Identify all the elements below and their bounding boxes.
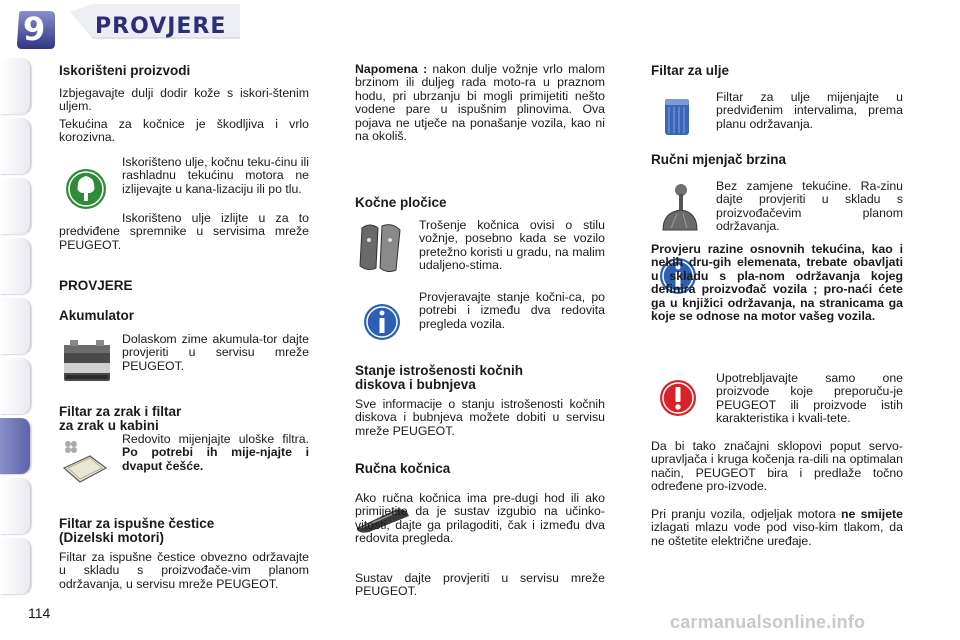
air-filter-text-bold: Po potrebi ih mije-njajte i dvaput češće. [122, 445, 309, 473]
side-tab-9[interactable] [0, 538, 31, 594]
air-filter-title-1: Filtar za zrak i filtar [59, 404, 182, 419]
used-products-p3: Iskorišteno ulje, kočnu teku-ćinu ili rashladnu tekućinu motora ne izlijevajte u kana-lizaciju ili po tlu. [122, 155, 309, 196]
brake-pads-icon [356, 220, 406, 276]
used-products-title: Iskorišteni proizvodi [59, 63, 191, 78]
oil-filter-icon [657, 93, 697, 139]
watermark: carmanualsonline.info [670, 612, 866, 632]
particle-filter-text: Filtar za ispušne čestice obvezno održavajte u skladu s proizvođače-vim planom održavanja, u servisu mreže PEUGEOT. [59, 550, 309, 591]
wash-text-bold: ne smijete [841, 507, 903, 521]
note-paragraph [355, 63, 605, 143]
gearbox-text: Bez zamjene tekućine. Ra-zinu dajte provjeriti u skladu s proizvođačevim planom održavanja. [716, 179, 903, 234]
battery-icon [58, 335, 114, 387]
checks-title: PROVJERE [59, 278, 133, 293]
side-tab-4[interactable] [0, 238, 31, 294]
air-filter-text-plain: Redovito mijenjajte uloške filtra. [122, 432, 309, 446]
air-filter-title-2: za zrak u kabini [59, 418, 159, 433]
note-text: nakon dulje vožnje vrlo malom brzinom ili duljeg rada moto-ra u praznom hodu, pri ubrzanju bi mogli primijetiti nešto vodene pare u ispušnim plinovima. Ova pojava ne utječe na ponašanje vozila, kao ni na okoliš. [355, 62, 605, 144]
brake-pads-p2: Provjeravajte stanje kočni-ca, po potrebi i između dva redovita pregleda vozila. [419, 290, 605, 331]
info-bold-text-content: Provjeru razine osnovnih tekućina, kao i nekih dru-gih elemenata, trebate obavljati u skladu s pla-nom održavanja kojeg definira proizvođač vozila ; pro-naći ćete ga u knjižici održavanja, na stranicama ga koje se odnose na motor vašeg vozila. [651, 242, 903, 324]
chapter-title: PROVJERE [95, 14, 227, 39]
warning-text: Upotrebljavajte samo one proizvode koje preporuču-je PEUGEOT ili proizvode istih karakteristika i kvali-tete. [716, 371, 903, 426]
disc-wear-title-1: Stanje istrošenosti kočnih [355, 363, 524, 378]
wash-text-2: izlagati mlazu vode pod viso-kim tlakom, da ne oštetite električne uređaje. [651, 520, 903, 548]
used-products-p4: Iskorišteno ulje izlijte u za to predviđene spremnike u servisima mreže PEUGEOT. [59, 211, 309, 252]
side-tab-5[interactable] [0, 298, 31, 354]
oil-filter-title: Filtar za ulje [651, 63, 730, 78]
side-tab-3[interactable] [0, 178, 31, 234]
brake-pads-p1: Trošenje kočnica ovisi o stilu vožnje, posebno kada se vozilo pretežno koristi u gradu, na malim udaljeno-stima. [419, 218, 605, 273]
wash-paragraph [651, 508, 903, 548]
handbrake-title: Ručna kočnica [355, 461, 451, 476]
page-number: 114 [28, 605, 51, 621]
used-products-p2: Tekućina za kočnice je škodljiva i vrlo korozivna. [59, 117, 309, 145]
side-tab-1[interactable] [0, 58, 31, 114]
side-tab-8[interactable] [0, 478, 31, 534]
air-filter-text [122, 433, 309, 473]
handbrake-p2: Sustav dajte provjeriti u servisu mreže PEUGEOT. [355, 571, 605, 599]
chapter-badge [14, 8, 58, 52]
disc-wear-title-2: diskova i bubnjeva [355, 377, 476, 392]
side-tab-2[interactable] [0, 118, 31, 174]
side-tab-6[interactable] [0, 358, 31, 414]
recycle-icon [64, 167, 108, 211]
particle-filter-title-1: Filtar za ispušne čestice [59, 516, 215, 531]
gear-lever-icon [657, 182, 701, 236]
gearbox-title: Ručni mjenjač brzina [651, 152, 787, 167]
side-tab-7-active[interactable] [0, 418, 31, 474]
used-products-p1: Izbjegavajte dulji dodir kože s iskori-štenim uljem. [59, 86, 309, 114]
oil-filter-text: Filtar za ulje mijenjajte u predviđenim intervalima, prema planu održavanja. [716, 90, 903, 131]
info-icon-1 [362, 302, 402, 342]
particle-filter-title-2: (Dizelski motori) [59, 530, 165, 545]
info-bold-text [651, 243, 903, 323]
battery-text: Dolaskom zime akumula-tor dajte provjeriti u servisu mreže PEUGEOT. [122, 332, 309, 373]
disc-wear-text: Sve informacije o stanju istrošenosti kočnih diskova i bubnjeva možete dobiti u servisu mreže PEUGEOT. [355, 397, 605, 438]
air-filter-icon [60, 440, 108, 488]
warning-icon [658, 378, 698, 418]
note-label: Napomena : [355, 62, 428, 76]
brake-pads-title: Kočne pločice [355, 195, 447, 210]
wash-text-1: Pri pranju vozila, odjeljak motora [651, 507, 836, 521]
servo-paragraph: Da bi tako značajni sklopovi poput servo-upravljača i kruga kočenja ra-dili na optimalan način, PEUGEOT bira i predlaže točno određene pro-izvode. [651, 439, 903, 494]
chapter-number: 9 [23, 10, 46, 48]
battery-title: Akumulator [59, 308, 135, 323]
handbrake-p1: Ako ručna kočnica ima pre-dugi hod ili ako primijetite da je sustav izgubio na učinko-vitosti, dajte ga prilagoditi, čak i između dva redovita pregleda. [355, 491, 605, 546]
